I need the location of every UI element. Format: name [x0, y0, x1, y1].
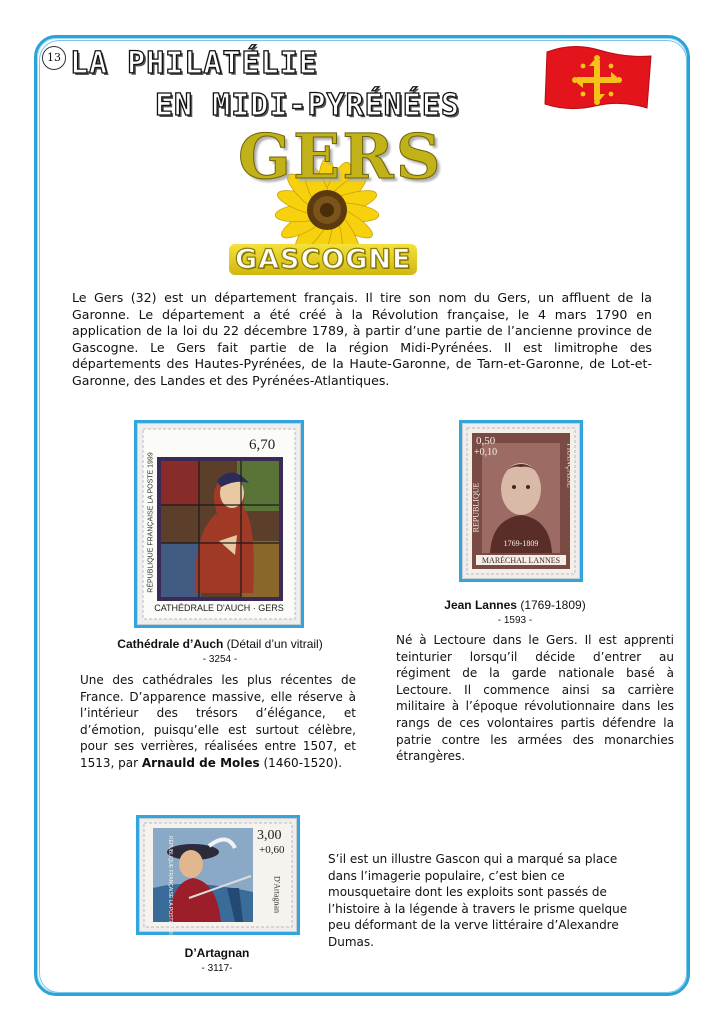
stamp3-description: S’il est un illustre Gascon qui a marqué sa place dans l’imagerie populaire, c’est bien ce mousquetaire dont les exploits sont passés de l’histoire à la légende à travers le prisme quelque peu déformant de la verve littéraire d’Alexandre Dumas. [328, 852, 628, 949]
stamp-jean-lannes [459, 420, 583, 582]
stamp2-dates: 1769-1809 [503, 539, 539, 548]
stamp1-description-part2: (1460-1520). [259, 755, 343, 770]
stamp3-right-text: D'Artagnan [272, 876, 282, 913]
stamp1-caption [104, 637, 336, 667]
stamp2-description: Né à Lectoure dans le Gers. Il est apprenti teinturier lorsqu’il décide d’entrer au régiment de la garde nationale basé à Lectoure. Il commence ainsi sa carrière militaire à l’époque révolutionnaire dans les rangs de ces volontaires partis défendre la patrie contre les armées des monarchies étrangères. [396, 633, 674, 764]
stamp-dartagnan [136, 815, 300, 935]
stamp2-number: - 1593 - [497, 615, 533, 626]
stamp1-caption-detail: (Détail d’un vitrail) [223, 637, 323, 651]
stamp1-bottom-text: CATHÉDRALE D'AUCH · GERS [154, 603, 284, 613]
page-title-line1: LA PHILATÉLIE [70, 46, 318, 81]
stamp2-value-line1: 0,50 [476, 435, 496, 447]
stamp1-caption-title: Cathédrale d’Auch [117, 637, 224, 651]
stamp-cathedrale-auch [134, 420, 304, 628]
stamp2-left-text: REPUBLIQUE [471, 482, 481, 533]
stamp2-bottom-text: MARÉCHAL LANNES [481, 556, 561, 565]
gers-logo-text: GERS [238, 120, 443, 193]
stamp3-caption-title: D’Artagnan [184, 946, 250, 960]
page-number: 13 [42, 46, 66, 70]
stamp1-description-part1: Une des cathédrales les plus récentes de France. D’apparence massive, elle réserve à l’intérieur des trésors d’élégance, et d’émotion, puisqu’elle est surtout célèbre, pour ses verrières, réalisées entre 1507, et 1513, par [80, 673, 356, 770]
stamp2-right-text: FRANÇAISE [565, 443, 575, 488]
stamp2-value-line2: +0,10 [474, 447, 498, 458]
stamp3-value-line1: 3,00 [257, 828, 282, 843]
stamp1-description [80, 672, 356, 772]
stamp2-caption-detail: (1769-1809) [516, 598, 586, 612]
gascogne-logo-text: GASCOGNE [229, 244, 417, 275]
stamp2-caption [410, 598, 620, 628]
stamp1-number: - 3254 - [202, 654, 238, 665]
stamp3-number: - 3117- [201, 963, 233, 974]
stamp3-value-line2: +0,60 [259, 844, 285, 856]
stamp3-side-text: RÉPUBLIQUE FRANÇAISE LA POSTE 1997 [167, 836, 173, 937]
occitan-flag-icon [543, 42, 655, 114]
intro-paragraph: Le Gers (32) est un département français. Il tire son nom du Gers, un affluent de la Garonne. Le département a été créé à la Révolution française, le 4 mars 1790 en application de la loi du 22 décembre 1789, à partir d’une partie de l’ancienne province de Gascogne. Le Gers fait partie de la région Midi-Pyrénées. Il est limitrophe des départements des Hautes-Pyrénées, de la Haute-Garonne, de Tarn-et-Garonne, de Lot-et-Garonne, des Landes et des Pyrénées-Atlantiques. [72, 290, 652, 388]
page-title-line2: EN MIDI-PYRÉNÉES [155, 88, 460, 123]
stamp1-description-artist: Arnauld de Moles [141, 755, 260, 770]
stamp3-caption [150, 946, 284, 976]
stamp1-side-text: RÉPUBLIQUE FRANÇAISE LA POSTE 1999 [147, 452, 155, 593]
stamp1-value: 6,70 [249, 437, 276, 453]
stamp2-caption-title: Jean Lannes [444, 598, 517, 612]
